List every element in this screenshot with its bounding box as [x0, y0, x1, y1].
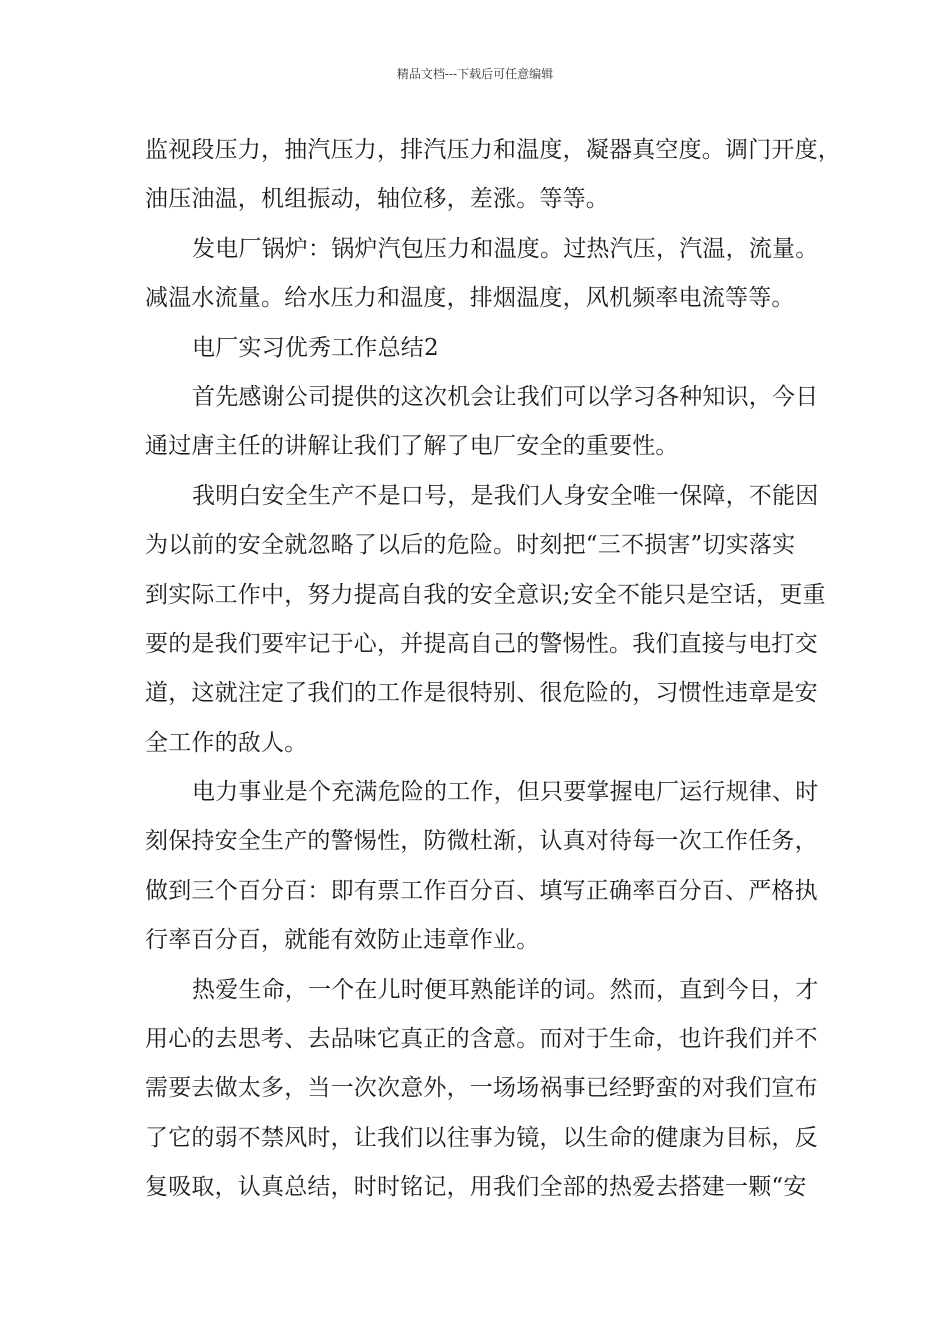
text-line: 电力事业是个充满危险的工作，但只要掌握电厂运行规律、时 — [192, 779, 819, 806]
text-line: 油压油温，机组振动，轴位移，差涨。等等。 — [145, 186, 609, 213]
text-line: 通过唐主任的讲解让我们了解了电厂安全的重要性。 — [145, 433, 679, 460]
heading-text: 电厂实习优秀工作总结2 — [192, 334, 439, 361]
paragraph — [145, 126, 841, 225]
paragraph — [145, 225, 819, 324]
text-line: 做到三个百分百：即有票工作百分百、填写正确率百分百、严格执 — [145, 877, 818, 904]
text-line: 监视段压力，抽汽压力，排汽压力和温度，凝器真空度。调门开度， — [145, 137, 841, 163]
section-heading — [145, 324, 815, 373]
paragraph — [145, 966, 819, 1213]
text-line: 首先感谢公司提供的这次机会让我们可以学习各种知识，今日 — [192, 383, 819, 410]
text-line: 全工作的敌人。 — [145, 729, 308, 756]
text-line: 到实际工作中，努力提高自我的安全意识;安全不能只是空话，更重 — [145, 581, 826, 608]
text-line: 道，这就注定了我们的工作是很特别、很危险的，习惯性违章是安 — [145, 680, 818, 707]
page-header: 精品文档---下载后可任意编辑 — [396, 67, 554, 81]
text-line: 需要去做太多，当一次次意外，一场场祸事已经野蛮的对我们宣布 — [145, 1075, 818, 1102]
text-line: 减温水流量。给水压力和温度，排烟温度，风机频率电流等等。 — [145, 285, 795, 312]
document-body — [145, 126, 841, 1213]
text-line: 要的是我们要牢记于心，并提高自己的警惕性。我们直接与电打交 — [145, 630, 818, 657]
text-line: 行率百分百，就能有效防止违章作业。 — [145, 927, 540, 954]
text-line: 了它的弱不禁风时，让我们以往事为镜，以生命的健康为目标，反 — [145, 1124, 818, 1151]
text-line: 为以前的安全就忽略了以后的危险。时刻把“三不损害”切实落实 — [145, 532, 796, 559]
paragraph — [145, 768, 819, 966]
paragraph — [145, 472, 826, 768]
text-line: 用心的去思考、去品味它真正的含意。而对于生命，也许我们并不 — [145, 1026, 818, 1053]
text-line: 发电厂锅炉：锅炉汽包压力和温度。过热汽压，汽温，流量。 — [192, 235, 819, 262]
paragraph — [145, 373, 819, 472]
text-line: 热爱生命，一个在儿时便耳熟能详的词。然而，直到今日，才 — [192, 976, 819, 1003]
text-line: 我明白安全生产不是口号，是我们人身安全唯一保障，不能因 — [192, 482, 819, 509]
text-line: 刻保持安全生产的警惕性，防微杜渐，认真对待每一次工作任务， — [145, 828, 818, 855]
text-line: 复吸取，认真总结，时时铭记，用我们全部的热爱去搭建一颗“安 — [145, 1174, 807, 1201]
